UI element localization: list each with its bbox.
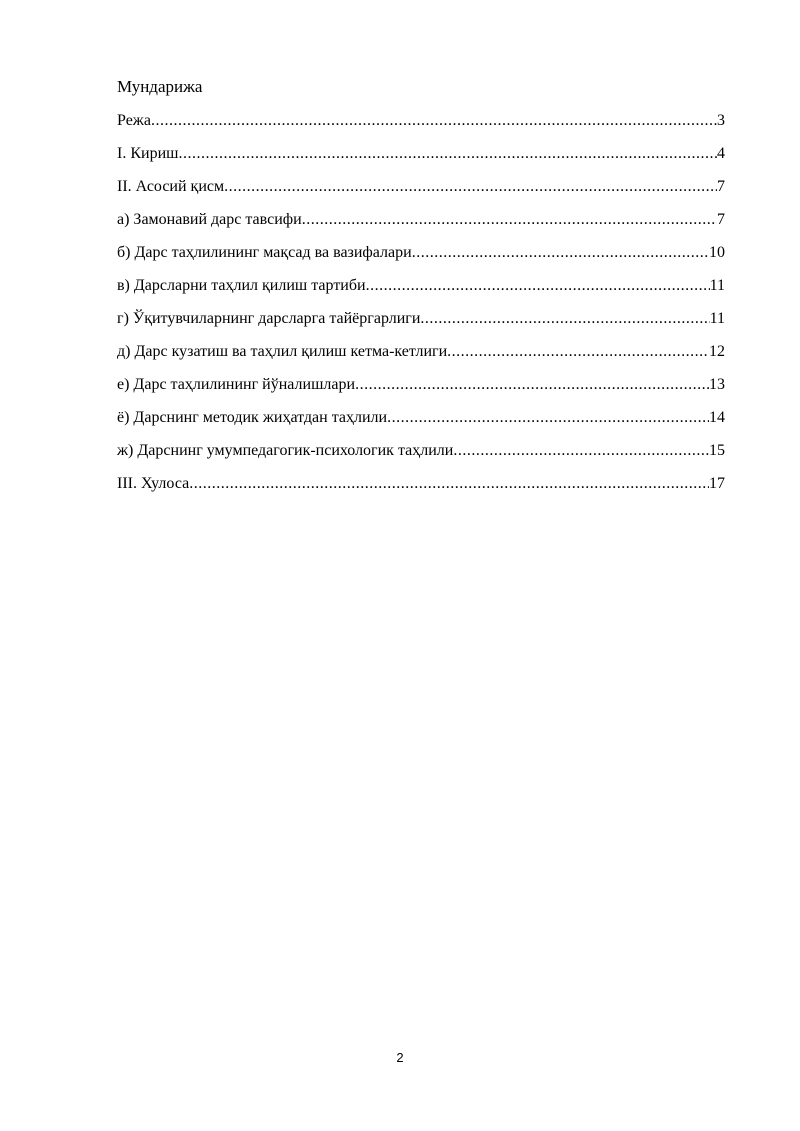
toc-dot-leader [302,209,717,231]
toc-entry-title: III. Хулоса [117,475,190,492]
toc-entry[interactable] [117,176,725,209]
toc-entry-title: а) Замонавий дарс тавсифи [117,211,302,228]
toc-heading: Мундарижа [117,77,203,96]
toc-entry-page: 3 [717,112,725,129]
toc-entry[interactable] [117,209,725,242]
toc-entry-title: ё) Дарснинг методик жиҳатдан таҳлили [117,409,388,426]
toc-entry[interactable] [117,473,725,506]
toc-entry-page: 4 [717,145,725,162]
toc-entry-page: 7 [717,178,725,195]
toc-dot-leader [387,407,709,429]
toc-entry[interactable] [117,143,725,176]
toc-dot-leader [151,110,717,132]
toc-entry-title: ж) Дарснинг умумпедагогик-психологик таҳлили [117,442,454,459]
toc-entry-title: г) Ўқитувчиларнинг дарсларга тайёргарлиги [117,310,421,327]
toc-entry-page: 14 [709,409,725,426]
toc-dot-leader [224,176,717,198]
toc-entry-title: Режа [117,112,151,129]
toc-entry-title: I. Кириш [117,145,179,162]
table-of-contents [117,110,725,506]
toc-dot-leader [447,341,709,363]
toc-entry[interactable] [117,110,725,143]
toc-entry-title: д) Дарс кузатиш ва таҳлил қилиш кетма-кетлиги [117,343,448,360]
toc-entry[interactable] [117,440,725,473]
toc-dot-leader [453,440,709,462]
toc-entry[interactable] [117,407,725,440]
toc-entry-page: 12 [709,343,725,360]
toc-entry-title: II. Асосий қисм [117,178,225,195]
toc-entry-page: 10 [709,244,725,261]
toc-dot-leader [420,308,709,330]
toc-entry[interactable] [117,275,725,308]
toc-dot-leader [366,275,710,297]
toc-entry-page: 11 [709,277,725,294]
toc-entry[interactable] [117,341,725,374]
toc-entry[interactable] [117,374,725,407]
toc-entry-title: е) Дарс таҳлилининг йўналишлари [117,376,356,393]
toc-dot-leader [189,473,709,495]
toc-entry-page: 15 [709,442,725,459]
toc-entry-title: б) Дарс таҳлилининг мақсад ва вазифалари [117,244,412,261]
toc-entry-page: 11 [709,310,725,327]
page-number: 2 [396,1050,404,1065]
toc-dot-leader [355,374,709,396]
toc-entry-page: 7 [717,211,725,228]
toc-entry-title: в) Дарсларни таҳлил қилиш тартиби [117,277,366,294]
toc-entry-page: 13 [709,376,725,393]
toc-entry-page: 17 [709,475,725,492]
toc-dot-leader [178,143,717,165]
toc-entry[interactable] [117,242,725,275]
toc-entry[interactable] [117,308,725,341]
toc-dot-leader [412,242,709,264]
